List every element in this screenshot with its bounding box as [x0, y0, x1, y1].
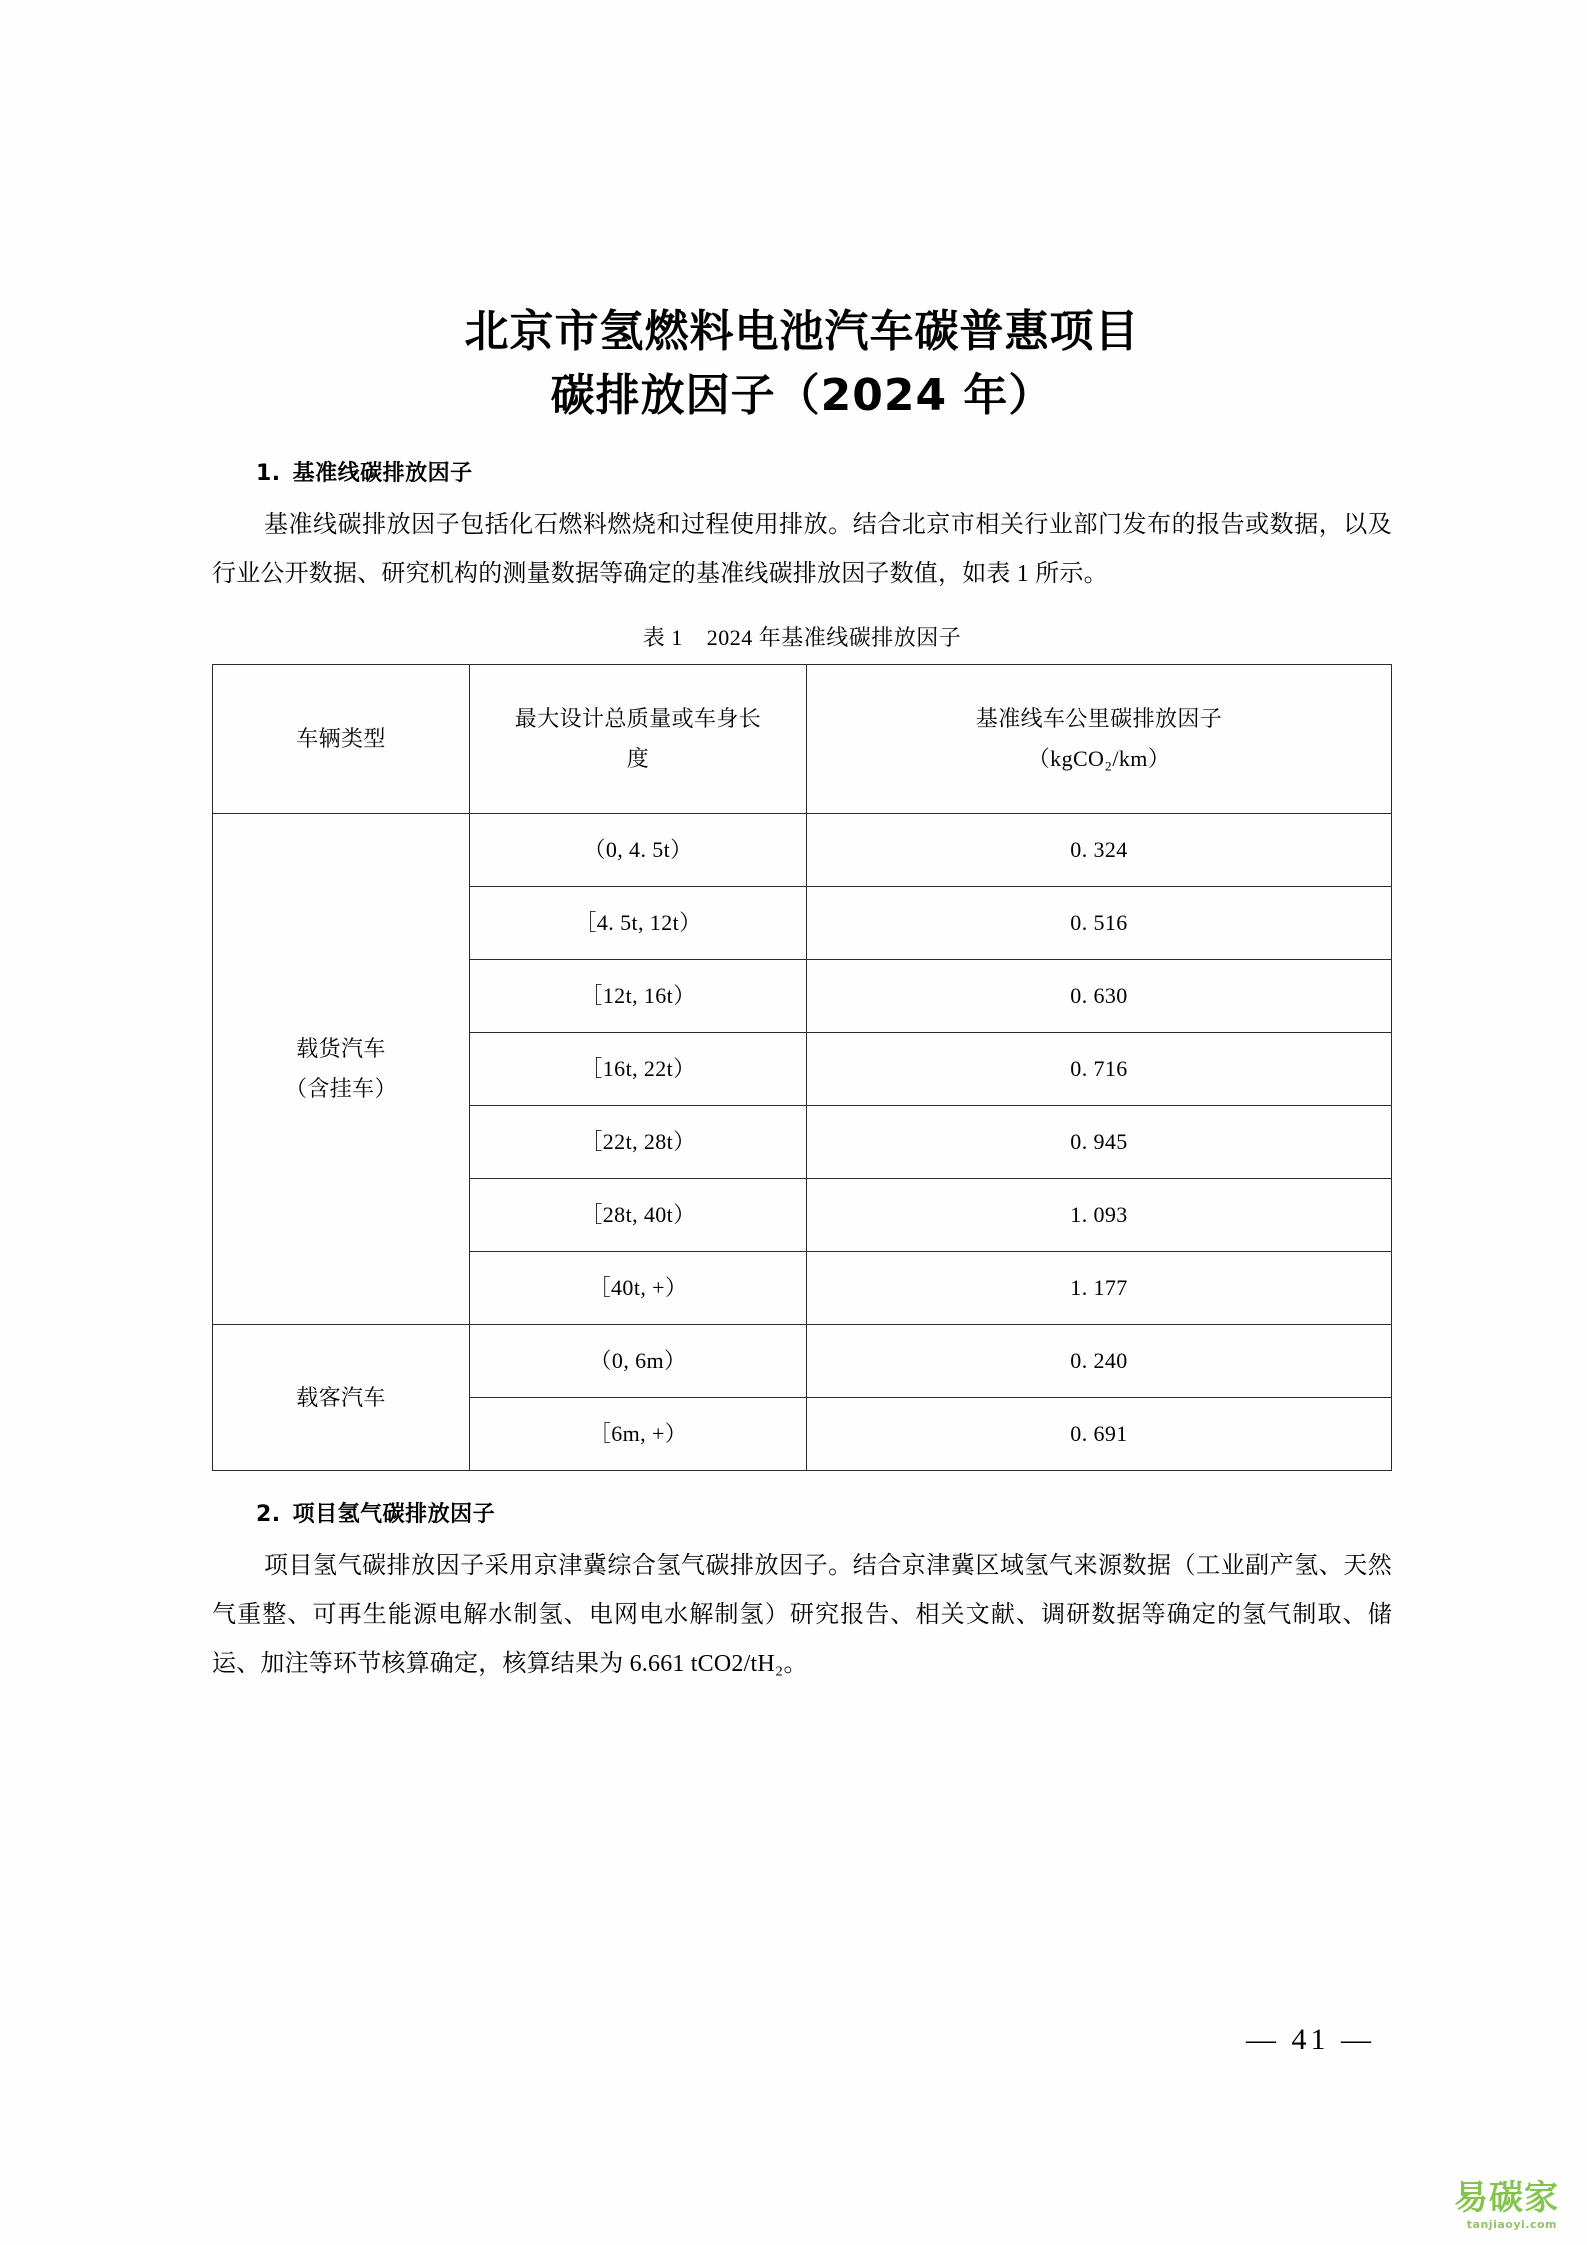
cell-factor: 0. 945	[807, 1105, 1392, 1178]
cell-range: ［40t, +）	[470, 1251, 807, 1324]
page-title-line-1: 北京市氢燃料电池汽车碳普惠项目	[464, 306, 1140, 357]
cell-range: （0, 4. 5t）	[470, 813, 807, 886]
cell-factor: 0. 324	[807, 813, 1392, 886]
row-category-freight	[213, 813, 470, 1324]
section-title-2: 项目氢气碳排放因子	[292, 1501, 496, 1527]
section-paragraph-1: 基准线碳排放因子包括化石燃料燃烧和过程使用排放。结合北京市相关行业部门发布的报告或数据，以及行业公开数据、研究机构的测量数据等确定的基准线碳排放因子数值，如表 1 所示。	[212, 511, 1392, 587]
row-category-passenger: 载客汽车	[213, 1324, 470, 1470]
section-paragraph-2: 项目氢气碳排放因子采用京津冀综合氢气碳排放因子。结合京津冀区域氢气来源数据（工业副产氢、天然气重整、可再生能源电解水制氢、电网电水解制氢）研究报告、相关文献、调研数据等确定的氢气制取、储运、加注等环节核算确定，核算结果为 6.661 tCO2/tH₂。	[212, 1552, 1392, 1678]
section-title-1: 基准线碳排放因子	[292, 460, 473, 486]
watermark	[1359, 2161, 1559, 2231]
section-heading-1	[212, 456, 1392, 487]
cell-factor: 1. 177	[807, 1251, 1392, 1324]
row-category-freight-line-2: （含挂车）	[284, 1075, 397, 1101]
row-category-freight-line-1: 载货汽车	[296, 1036, 386, 1062]
column-header-mass-line-2: 度	[626, 745, 650, 771]
cell-range: ［22t, 28t）	[470, 1105, 807, 1178]
cell-range: ［16t, 22t）	[470, 1032, 807, 1105]
cell-range: ［28t, 40t）	[470, 1178, 807, 1251]
column-header-mass-or-length	[470, 664, 807, 813]
page-title	[212, 300, 1392, 428]
column-header-factor-line-1: 基准线车公里碳排放因子	[975, 706, 1223, 732]
column-header-factor-line-2: （kgCO₂/km）	[1027, 745, 1171, 771]
column-header-mass-line-1: 最大设计总质量或车身长	[514, 706, 762, 732]
table-caption	[212, 621, 1392, 652]
table-caption-title: 2024 年基准线碳排放因子	[706, 624, 962, 650]
cell-factor: 0. 716	[807, 1032, 1392, 1105]
cell-factor: 0. 516	[807, 886, 1392, 959]
watermark-sublabel: tanjiaoyi.com	[1466, 2217, 1557, 2231]
column-header-emission-factor	[807, 664, 1392, 813]
cell-range: ［6m, +）	[470, 1397, 807, 1470]
cell-factor: 0. 691	[807, 1397, 1392, 1470]
baseline-emission-factor-table	[212, 664, 1392, 1471]
page-number: — 41 —	[1246, 2023, 1375, 2056]
section-number-2: 2.	[256, 1501, 281, 1527]
cell-range: （0, 6m）	[470, 1324, 807, 1397]
section-number-1: 1.	[256, 460, 281, 486]
document-content	[212, 300, 1392, 1696]
table-row	[213, 813, 1392, 886]
column-header-vehicle-type: 车辆类型	[213, 664, 470, 813]
cell-factor: 0. 240	[807, 1324, 1392, 1397]
table-caption-label: 表 1	[642, 624, 683, 650]
watermark-label: 易碳家	[1454, 2177, 1559, 2218]
page-title-line-2: 碳排放因子（2024 年）	[550, 369, 1054, 421]
cell-factor: 1. 093	[807, 1178, 1392, 1251]
cell-factor: 0. 630	[807, 959, 1392, 1032]
watermark-text	[1454, 2170, 1559, 2231]
cell-range: ［12t, 16t）	[470, 959, 807, 1032]
cell-range: ［4. 5t, 12t）	[470, 886, 807, 959]
table-header-row	[213, 664, 1392, 813]
section-heading-2	[212, 1497, 1392, 1528]
table-row	[213, 1324, 1392, 1397]
